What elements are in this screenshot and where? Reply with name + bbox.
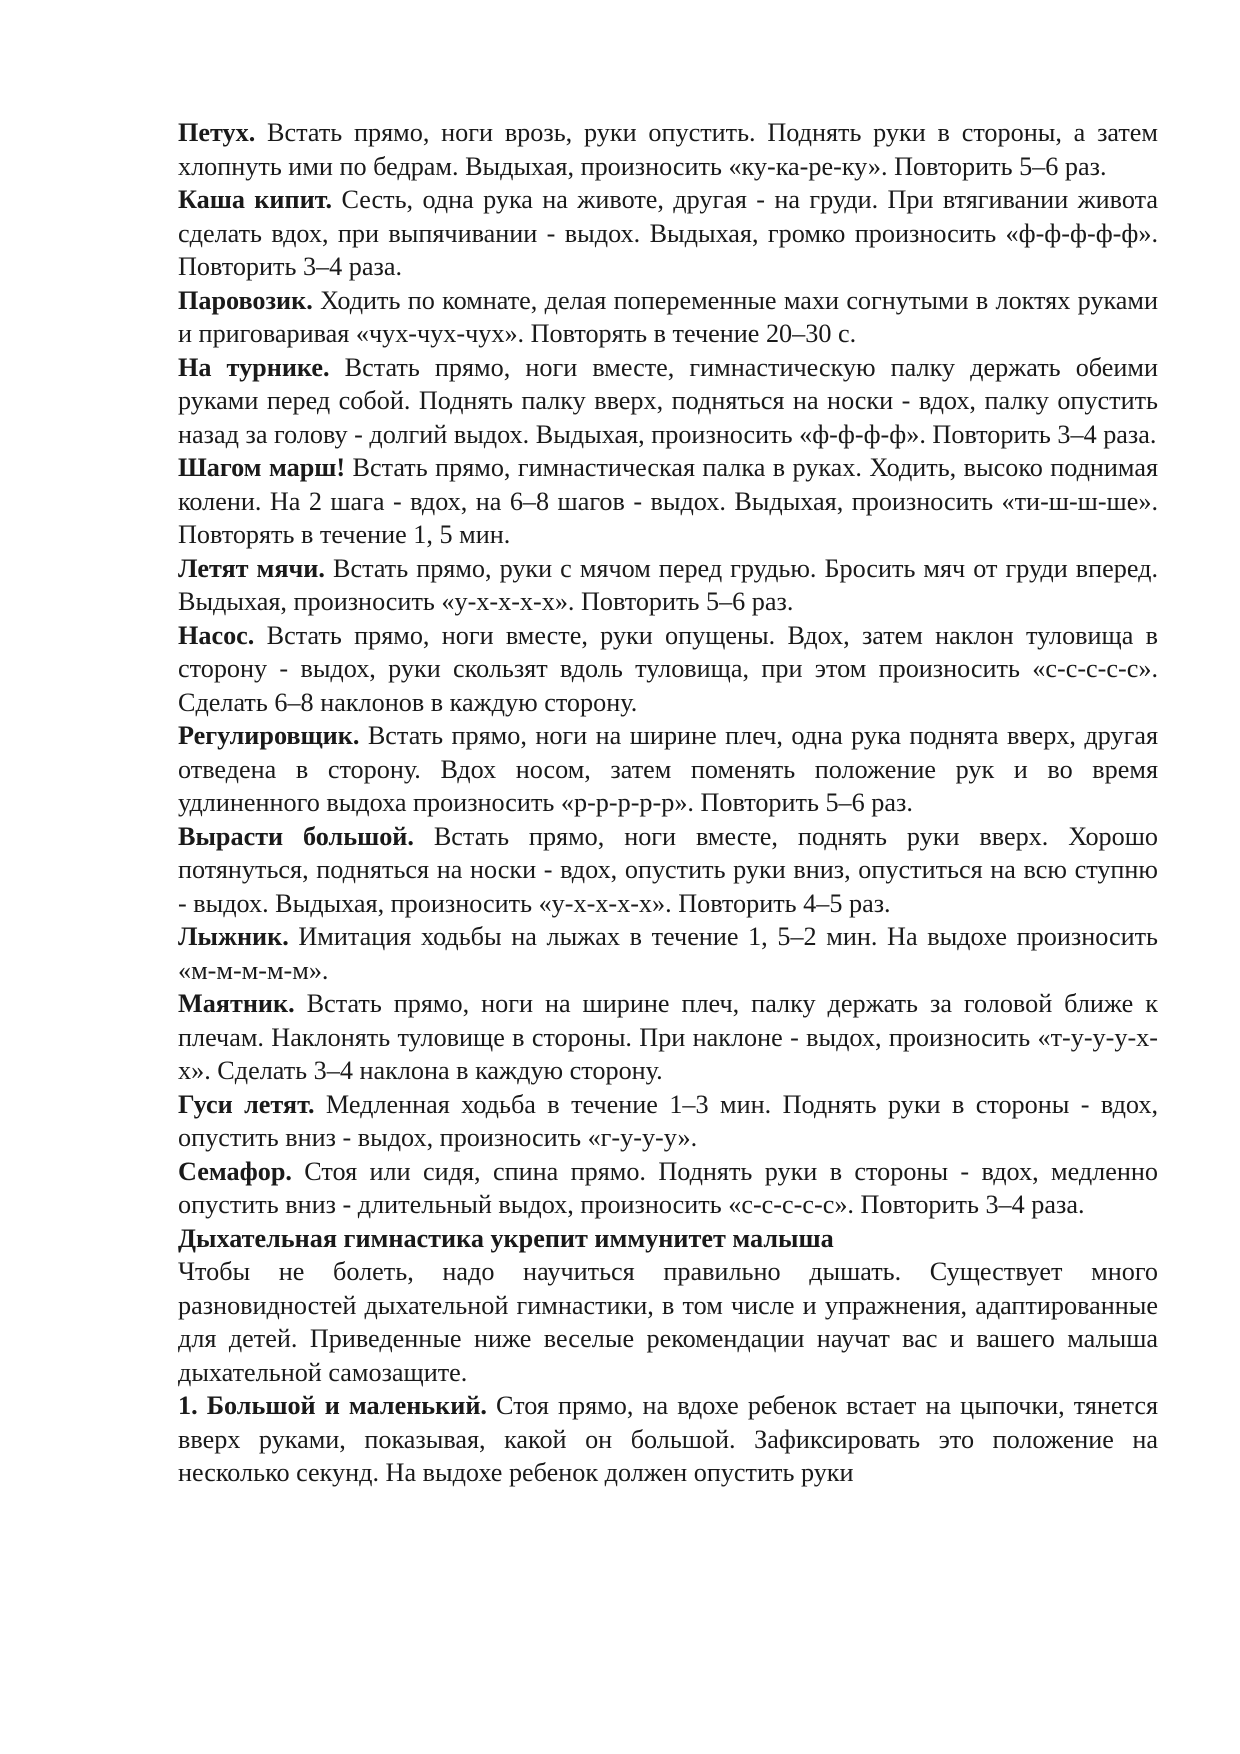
exercise-text: Встать прямо, ноги вместе, руки опущены. Вдох, затем наклон туловища в сторону - выдох, руки скользят вдоль туловища, при этом произносить «с-с-с-с-с». Сделать 6–8 наклонов в каждую сторону. (178, 620, 1158, 717)
exercise-title: На турнике. (178, 352, 330, 382)
exercise-semaphore (178, 1155, 1158, 1222)
exercise-text: Стоя или сидя, спина прямо. Поднять руки в стороны - вдох, медленно опустить вниз - длительный выдох, произносить «с-с-с-с-с». Повторить 3–4 раза. (178, 1156, 1158, 1219)
exercise-title: Паровозик. (178, 285, 313, 315)
exercise-text: Встать прямо, руки с мячом перед грудью. Бросить мяч от груди вперед. Выдыхая, произносить «у-х-х-х-х». Повторить 5–6 раз. (178, 553, 1158, 616)
exercise-title: Лыжник. (178, 922, 289, 951)
exercise-text: Стоя прямо, на вдохе ребенок встает на цыпочки, тянется вверх руками, показывая, какой он большой. Зафиксировать это положение на несколько секунд. На выдохе ребенок должен опустить руки (178, 1391, 1158, 1487)
exercise-text: Встать прямо, гимнастическая палка в руках. Ходить, высоко поднимая колени. На 2 шага - вдох, на 6–8 шагов - выдох. Выдыхая, произносить «ти-ш-ш-ше». Повторять в течение 1, 5 мин. (178, 453, 1158, 549)
section-heading: Дыхательная гимнастика укрепит иммунитет малыша (178, 1223, 834, 1253)
exercise-text: Встать прямо, ноги вместе, поднять руки вверх. Хорошо потянуться, подняться на носки - вдох, опустить руки вниз, опуститься на всю ступню - выдох. Выдыхая, произносить «у-х-х-х-х». Повторить 4–5 раз. (178, 821, 1159, 918)
exercise-title: Вырасти большой. (178, 821, 414, 851)
exercise-geese (178, 1088, 1158, 1155)
exercise-title: Летят мячи. (178, 553, 325, 583)
section-intro: Чтобы не болеть, надо научиться правильно дышать. Существует много разновидностей дыхательной гимнастики, в том числе и упражнения, адаптированные для детей. Приведенные ниже веселые рекомендации научат вас и вашего малыша дыхательной самозащите. (178, 1257, 1158, 1387)
exercise-text: Встать прямо, ноги врозь, руки опустить. Поднять руки в стороны, а затем хлопнуть ими по бедрам. Выдыхая, произносить «ку-ка-ре-ку». Повторить 5–6 раз. (178, 118, 1158, 181)
exercise-skier (178, 920, 1158, 987)
exercise-text: Медленная ходьба в течение 1–3 мин. Поднять руки в стороны - вдох, опустить вниз - выдох, произносить «г-у-у-у». (178, 1089, 1158, 1152)
exercise-text: Встать прямо, ноги вместе, гимнастическую палку держать обеими руками перед собой. Поднять палку вверх, подняться на носки - вдох, палку опустить назад за голову - долгий выдох. Выдыхая, произносить «ф-ф-ф-ф». Повторить 3–4 раза. (178, 352, 1158, 449)
exercise-text: Ходить по комнате, делая попеременные махи согнутыми в локтях руками и приговаривая «чух-чух-чух». Повторять в течение 20–30 с. (178, 285, 1158, 348)
exercise-title: Семафор. (178, 1156, 292, 1186)
exercise-title: Регулировщик. (178, 721, 360, 750)
exercise-title: Маятник. (178, 989, 295, 1018)
exercise-horizontal-bar (178, 351, 1158, 452)
exercise-text: Встать прямо, ноги на ширине плеч, палку держать за головой ближе к плечам. Наклонять туловище в стороны. При наклоне - выдох, произносить «т-у-у-у-х-х». Сделать 3–4 наклона в каждую сторону. (178, 989, 1158, 1085)
exercise-title: 1. Большой и маленький. (178, 1391, 487, 1420)
exercise-title: Насос. (178, 620, 255, 650)
exercise-text: Встать прямо, ноги на ширине плеч, одна рука поднята вверх, другая отведена в сторону. Вдох носом, затем поменять положение рук и во время удлиненного выдоха произносить «р-р-р-р-р». Повторить 5–6 раз. (178, 721, 1158, 817)
exercise-text: Сесть, одна рука на животе, другая - на груди. При втягивании живота сделать вдох, при выпячивании - выдох. Выдыхая, громко произносить «ф-ф-ф-ф-ф». Повторить 3–4 раза. (178, 185, 1158, 281)
exercise-title: Каша кипит. (178, 185, 333, 214)
exercise-grow-big (178, 820, 1158, 921)
exercise-title: Петух. (178, 118, 256, 147)
exercise-flying-balls (178, 552, 1158, 619)
exercise-big-and-small (178, 1389, 1158, 1490)
exercise-pendulum (178, 987, 1158, 1088)
exercise-locomotive (178, 284, 1158, 351)
exercise-text: Имитация ходьбы на лыжах в течение 1, 5–2 мин. На выдохе произносить «м-м-м-м-м». (178, 922, 1158, 985)
exercise-traffic-controller (178, 719, 1158, 820)
exercise-march (178, 451, 1158, 552)
exercise-pump (178, 619, 1158, 720)
exercise-porridge (178, 183, 1158, 284)
exercise-title: Гуси летят. (178, 1089, 315, 1119)
document-page (178, 116, 1158, 1490)
exercise-title: Шагом марш! (178, 453, 346, 482)
exercise-rooster (178, 116, 1158, 183)
